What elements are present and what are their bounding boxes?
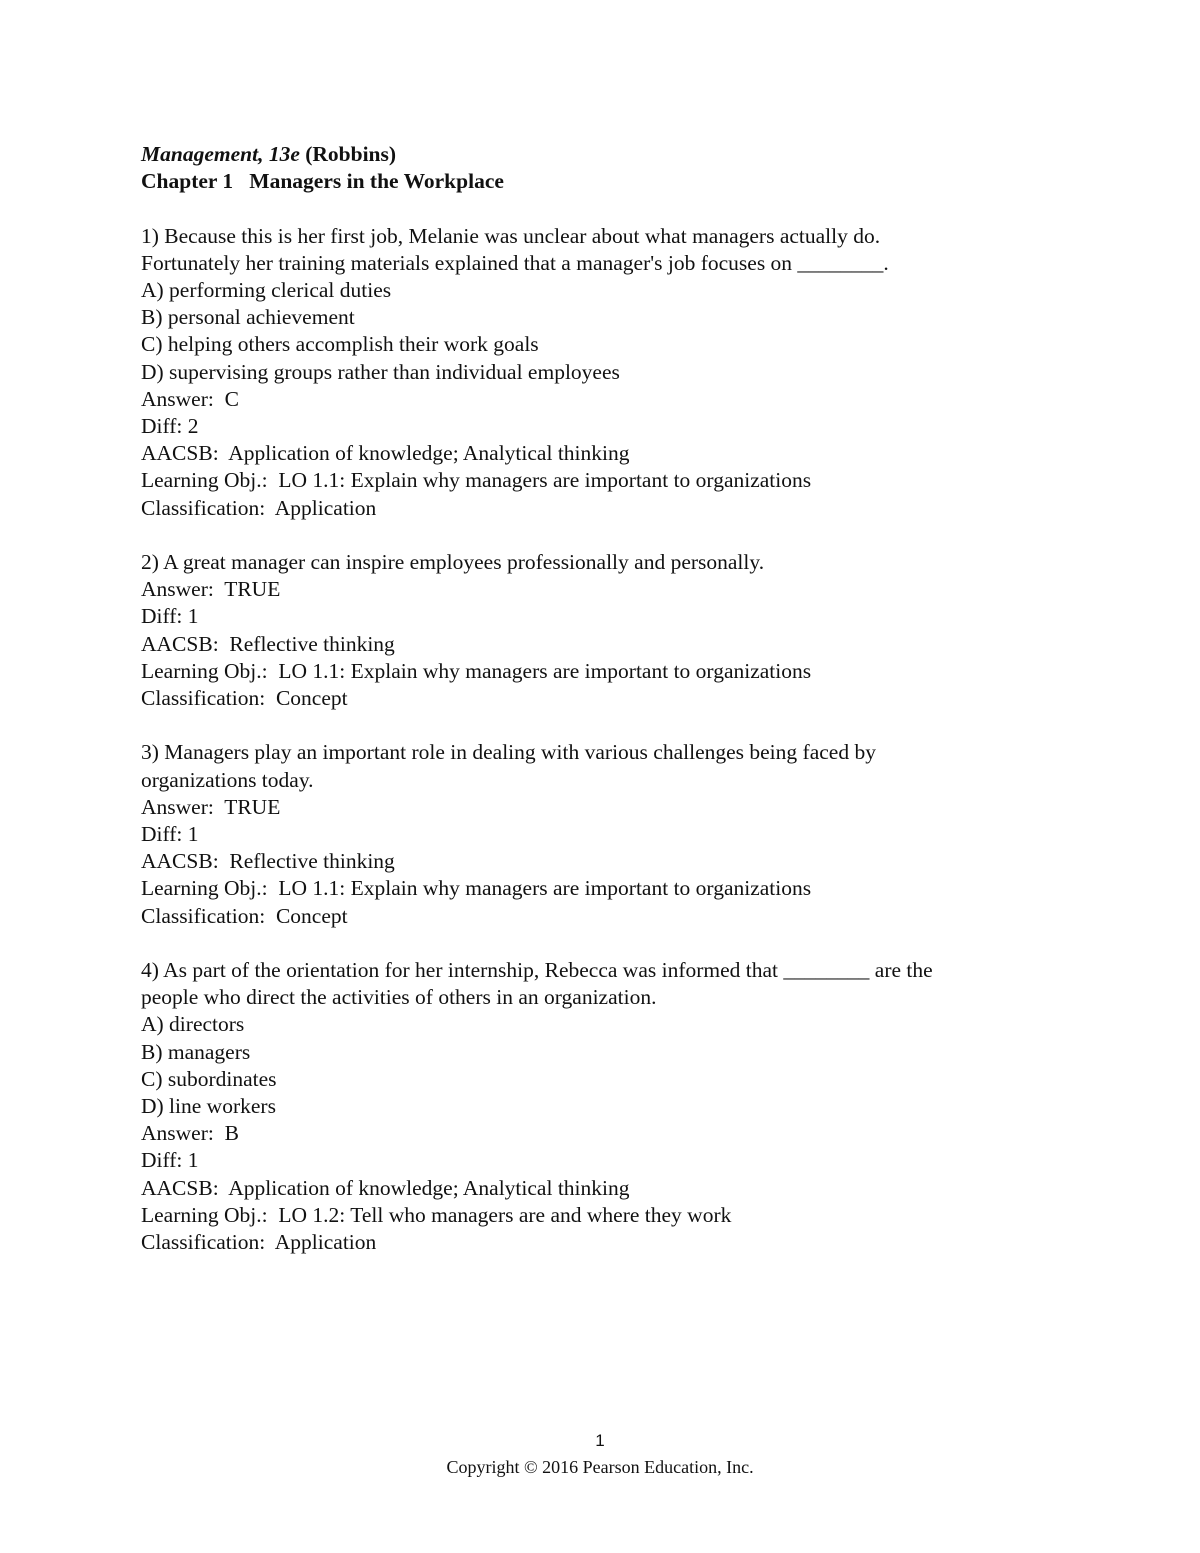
- book-author: (Robbins): [299, 142, 397, 166]
- difficulty: Diff: 1: [141, 822, 199, 847]
- answer-option: B) personal achievement: [141, 305, 355, 330]
- spacer: [141, 195, 1061, 222]
- book-title: Management, 13e: [141, 142, 300, 166]
- question-stem-line: 2) A great manager can inspire employees professionally and personally.: [141, 550, 765, 575]
- aacsb: AACSB: Reflective thinking: [141, 849, 395, 874]
- page-content: [141, 141, 1061, 1256]
- question-stem-line: Fortunately her training materials explained that a manager's job focuses on ________.: [141, 250, 889, 275]
- question-stem-line: people who direct the activities of others in an organization.: [141, 985, 657, 1010]
- question-stem-line: organizations today.: [141, 767, 314, 792]
- spacer: [141, 930, 1061, 957]
- difficulty: Diff: 1: [141, 604, 199, 629]
- copyright-notice: Copyright © 2016 Pearson Education, Inc.: [446, 1457, 754, 1477]
- classification: Classification: Application: [141, 495, 377, 520]
- answer-option: A) performing clerical duties: [141, 278, 392, 302]
- answer-key: Answer: TRUE: [141, 794, 281, 819]
- answer-option: C) subordinates: [141, 1066, 277, 1091]
- classification: Classification: Concept: [141, 686, 348, 711]
- answer-option: C) helping others accomplish their work goals: [141, 332, 539, 357]
- aacsb: AACSB: Application of knowledge; Analytical thinking: [141, 441, 630, 466]
- aacsb: AACSB: Reflective thinking: [141, 631, 395, 656]
- aacsb: AACSB: Application of knowledge; Analytical thinking: [141, 1175, 630, 1200]
- answer-option: D) supervising groups rather than individual employees: [141, 359, 620, 384]
- page-number: 1: [595, 1431, 605, 1450]
- answer-key: Answer: C: [141, 386, 239, 411]
- classification: Classification: Concept: [141, 903, 348, 928]
- answer-option: D) line workers: [141, 1094, 276, 1119]
- question-stem-line: 3) Managers play an important role in dealing with various challenges being faced by: [141, 740, 876, 765]
- question-3: [141, 739, 1061, 929]
- spacer: [141, 522, 1061, 549]
- answer-option: B) managers: [141, 1039, 251, 1064]
- answer-option: A) directors: [141, 1012, 245, 1037]
- book-title-line: [141, 141, 1061, 168]
- learning-objective: Learning Obj.: LO 1.1: Explain why managers are important to organizations: [141, 658, 812, 683]
- difficulty: Diff: 2: [141, 414, 199, 439]
- chapter-title: Chapter 1 Managers in the Workplace: [141, 169, 504, 194]
- answer-key: Answer: B: [141, 1121, 239, 1146]
- learning-objective: Learning Obj.: LO 1.1: Explain why managers are important to organizations: [141, 876, 812, 901]
- question-stem-line: 1) Because this is her first job, Melanie was unclear about what managers actually do.: [141, 223, 881, 248]
- learning-objective: Learning Obj.: LO 1.2: Tell who managers are and where they work: [141, 1202, 732, 1227]
- difficulty: Diff: 1: [141, 1148, 199, 1173]
- learning-objective: Learning Obj.: LO 1.1: Explain why managers are important to organizations: [141, 468, 812, 493]
- spacer: [141, 712, 1061, 739]
- question-4: [141, 957, 1061, 1256]
- question-stem-line: 4) As part of the orientation for her internship, Rebecca was informed that ________ are the: [141, 958, 933, 983]
- question-2: [141, 549, 1061, 712]
- classification: Classification: Application: [141, 1230, 377, 1255]
- question-1: [141, 223, 1061, 522]
- answer-key: Answer: TRUE: [141, 577, 281, 602]
